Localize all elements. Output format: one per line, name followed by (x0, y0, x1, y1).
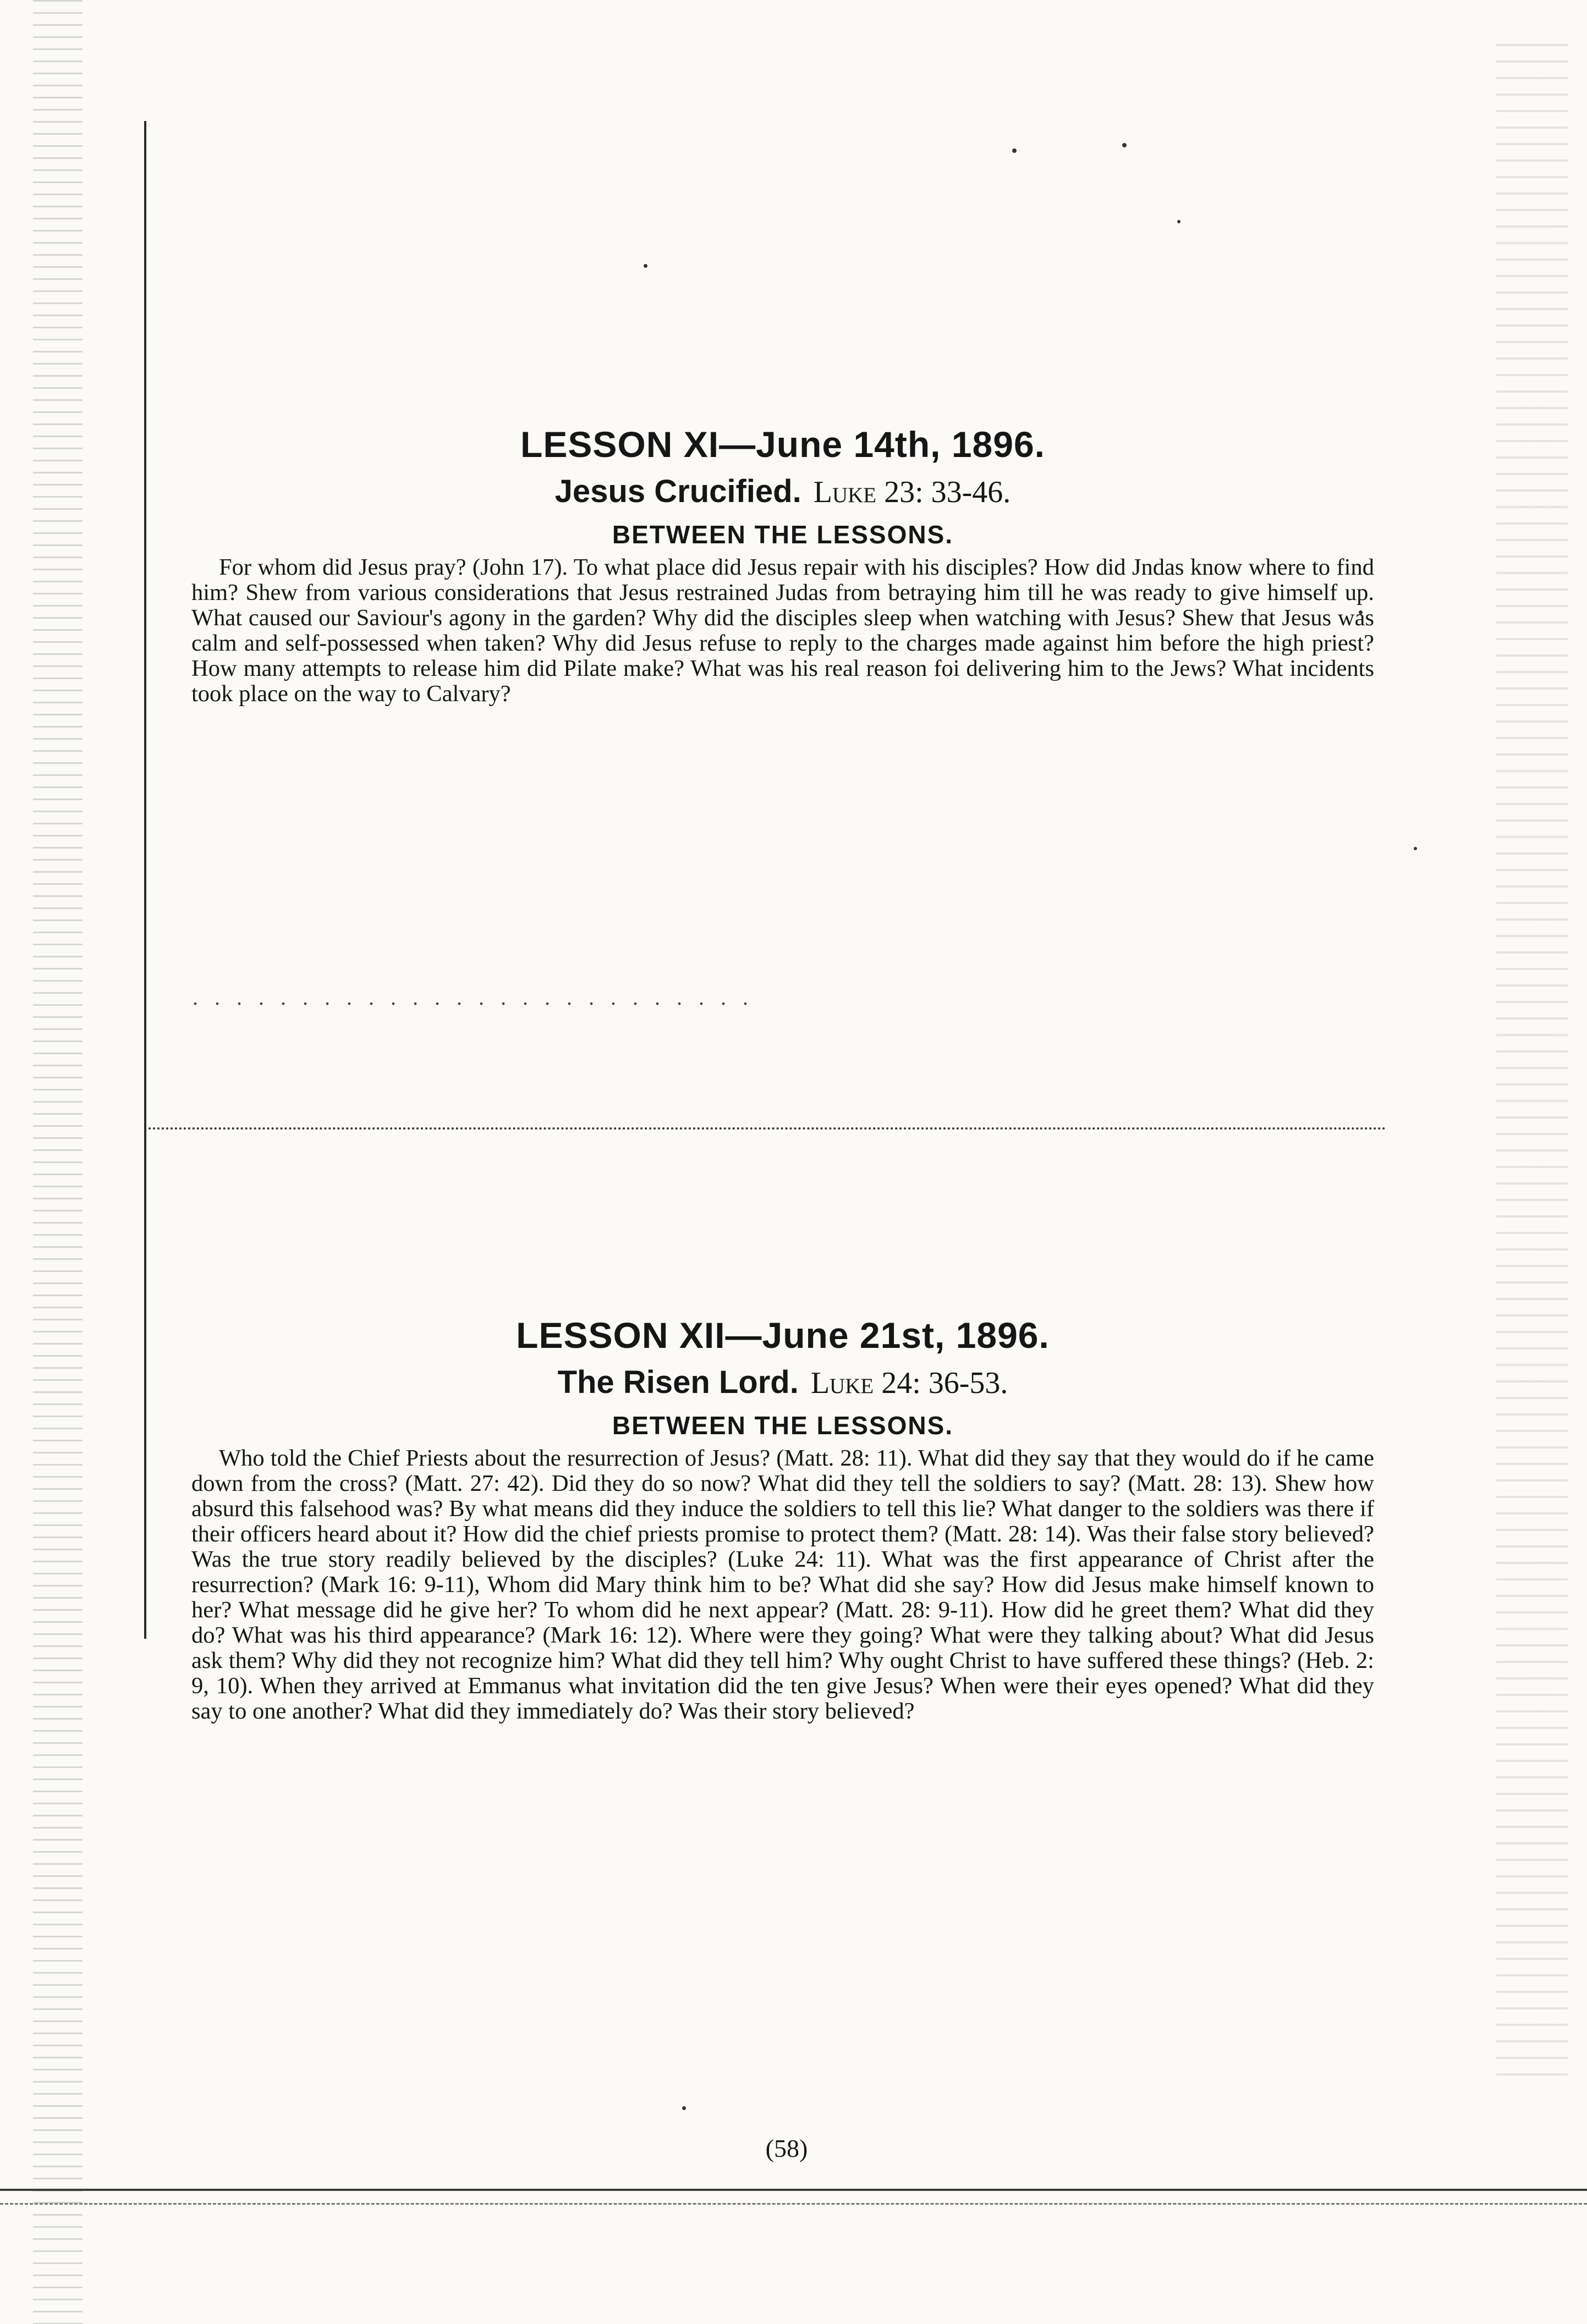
dotted-line: . . . . . . . . . . . . . . . . . . . . . . . . . . (193, 985, 754, 1010)
scan-speck (1414, 847, 1417, 850)
scan-edge-left (33, 0, 83, 2324)
page-number: (58) (765, 2134, 808, 2162)
scan-speck (644, 264, 647, 268)
scan-speck (1012, 148, 1017, 153)
lesson-xi (191, 423, 1374, 707)
scripture-reference: Luke 23: 33-46. (813, 475, 1011, 509)
lesson-title: LESSON XII—June 21st, 1896. (516, 1315, 1050, 1356)
scripture-reference: Luke 24: 36-53. (810, 1366, 1008, 1400)
scan-speck (682, 2106, 686, 2110)
section-heading: BETWEEN THE LESSONS. (612, 1411, 954, 1440)
scan-speck (1177, 220, 1180, 223)
lesson-subject (191, 473, 1374, 510)
lesson-subject (191, 1364, 1374, 1401)
scan-edge-right (1496, 44, 1568, 2079)
lesson-questions-text: For whom did Jesus pray? (John 17). To what place did Jesus repair with his disciples? How did Jndas know where to find him? Shew from various considerations that Jesus restrained Judas from betraying him till he was ready to give himself up. What caused our Saviour's agony in the garden? Why did the disciples sleep when watching with Jesus? Shew that Jesus was calm and self-possessed when taken? Why did Jesus refuse to reply to the charges made against him before the high priest? How many attempts to release him did Pilate make? What was his real reason foi delivering him to the Jews? What incidents took place on the way to Calvary? (191, 554, 1374, 707)
lesson-subject-text: The Risen Lord. (557, 1364, 799, 1400)
page-border-line (144, 121, 146, 1639)
lesson-subject-text: Jesus Crucified. (554, 473, 801, 509)
lesson-xii (191, 1314, 1374, 1724)
lesson-title: LESSON XI—June 14th, 1896. (520, 424, 1045, 465)
section-heading: BETWEEN THE LESSONS. (612, 520, 954, 549)
lesson-questions-text: Who told the Chief Priests about the resurrection of Jesus? (Matt. 28: 11). What did they say that they would do if he came down from the cross? (Matt. 27: 42). Did they do so now? What did they tell the soldiers to say? (Matt. 28: 13). Shew how absurd this falsehood was? By what means did they induce the soldiers to tell this lie? What danger to the soldiers was there if their officers heard about it? How did the chief priests promise to protect them? (Matt. 28: 14). Was their false story believed? Was the true story readily believed by the disciples? (Luke 24: 11). What was the first appearance of Christ after the resurrection? (Mark 16: 9-11), Whom did Mary think him to be? What did she say? How did Jesus make himself known to her? What message did he give her? To whom did he next appear? (Matt. 28: 9-11). How did he greet them? What did they do? What was his third appearance? (Mark 16: 12). Where were they going? What were they talking about? What did Jesus ask them? Why did they not recognize him? What did they tell him? Why ought Christ to have suffered these things? (Heb. 2: 9, 10). When they arrived at Emmanus what invitation did the ten give Jesus? When were their eyes opened? What did they say to one another? What did they immediately do? Was their story believed? (191, 1445, 1374, 1724)
section-divider (149, 1127, 1386, 1130)
scan-bottom-edge (0, 2189, 1587, 2205)
scan-speck (1122, 143, 1127, 147)
